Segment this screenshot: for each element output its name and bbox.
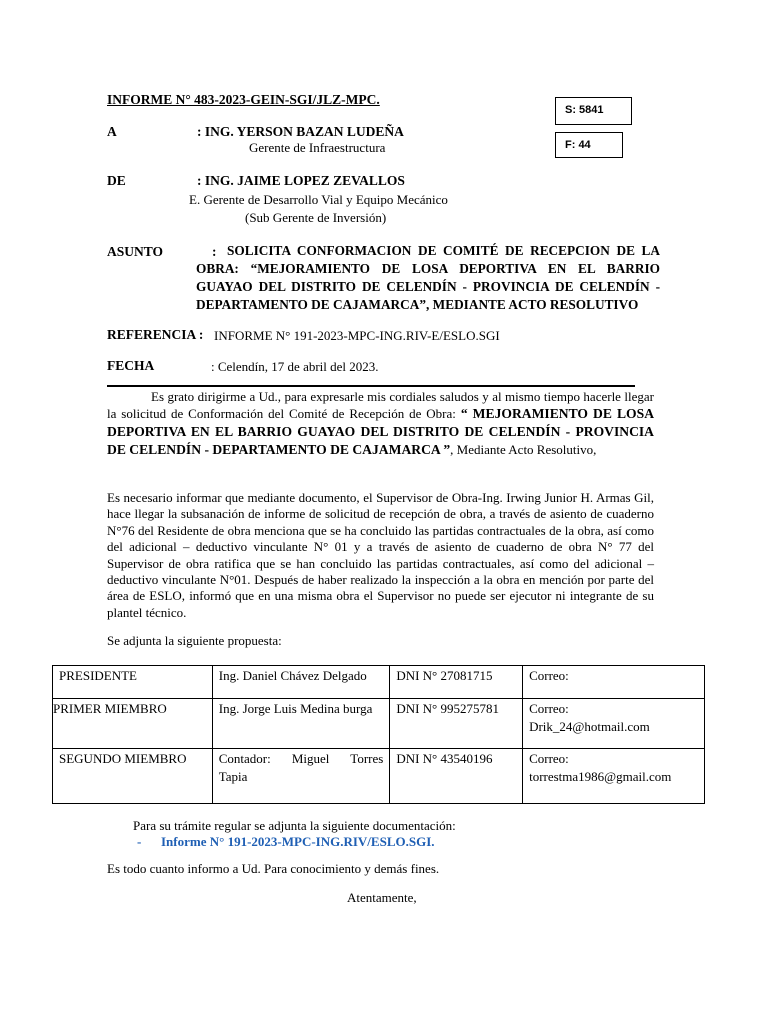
to-name: : ING. YERSON BAZAN LUDEÑA [197, 124, 404, 139]
email-label: Correo: [529, 751, 569, 766]
fecha-label: FECHA [107, 358, 155, 373]
paragraph-2: Es necesario informar que mediante documento, el Supervisor de Obra-Ing. Irwing Junior H. Armas Gil, hace llegar la subsanación de informe de solicitud de recepción de obra, a través de asiento de cuaderno N°76 del Residente de obra menciona que se ha concluido las partidas contractuales de la obra, así como del adicional – deductivo vinculante N° 01 y a través de asiento de cuaderno de obra N° 77 del Supervisor de obra ratifica que se han concluido las partidas contractuales, así como del adicional – deductivo vinculante N°01. Después de haber realizado la inspección a la obra en mención por parte del área de ESLO, informó que en una misma obra el Supervisor no puede ser ejecutor ni integrante de su plantel técnico. [107, 490, 654, 620]
asunto-colon: : [212, 244, 217, 259]
committee-email-cell [523, 699, 705, 749]
email-value: Drik_24@hotmail.com [529, 719, 650, 734]
table-row [53, 749, 705, 804]
committee-name: Ing. Jorge Luis Medina burga [212, 699, 390, 749]
email-label: Correo: [529, 701, 569, 716]
committee-email-cell [523, 749, 705, 804]
committee-dni: DNI N° 43540196 [390, 749, 523, 804]
table-row [53, 699, 705, 749]
to-label: A [107, 124, 117, 139]
committee-role: PRIMER MIEMBRO [53, 699, 213, 749]
s-number-box: S: 5841 [555, 97, 632, 125]
tramite-text: Para su trámite regular se adjunta la siguiente documentación: [133, 818, 456, 833]
referencia-value: INFORME N° 191-2023-MPC-ING.RIV-E/ESLO.SGI [214, 328, 500, 343]
bullet-dash: - [137, 834, 142, 849]
committee-name: Contador: Miguel Torres Tapia [212, 749, 390, 804]
to-title: Gerente de Infraestructura [249, 140, 386, 155]
email-value: torrestma1986@gmail.com [529, 769, 672, 784]
paragraph-1: Es grato dirigirme a Ud., para expresarle mis cordiales saludos y al mismo tiempo hacerle llegar la solicitud de Conformación del Comité de Recepción de Obra: “ MEJORAMIENTO DE LOSA DEPORTIVA EN EL BARRIO GUAYAO DEL DISTRITO DE CELENDÍN - PROVINCIA DE CELENDÍN - DEPARTAMENTO DE CAJAMARCA ”, Mediante Acto Resolutivo, [107, 389, 655, 458]
report-number: INFORME N° 483-2023-GEIN-SGI/JLZ-MPC. [107, 92, 380, 107]
separator-line [107, 385, 635, 387]
asunto-label: ASUNTO [107, 244, 164, 259]
from-label: DE [107, 173, 126, 188]
f-number-box: F: 44 [555, 132, 623, 158]
committee-table [52, 665, 705, 804]
committee-role: PRESIDENTE [53, 666, 213, 699]
signoff: Atentamente, [347, 890, 417, 905]
paragraph-3: Se adjunta la siguiente propuesta: [107, 633, 282, 648]
committee-role: SEGUNDO MIEMBRO [53, 749, 213, 804]
closing-text: Es todo cuanto informo a Ud. Para conocimiento y demás fines. [107, 861, 440, 876]
from-title-2: (Sub Gerente de Inversión) [245, 210, 387, 225]
committee-email-cell [523, 666, 705, 699]
email-label: Correo: [529, 668, 569, 683]
fecha-value: : Celendín, 17 de abril del 2023. [211, 359, 379, 374]
from-title-1: E. Gerente de Desarrollo Vial y Equipo Mecánico [189, 192, 448, 207]
referencia-label: REFERENCIA : [107, 327, 204, 342]
project-name: “ MEJORAMIENTO DE LOSA DEPORTIVA EN EL BARRIO GUAYAO DEL DISTRITO DE CELENDÍN - PROVINCIA DE CELENDÍN - DEPARTAMENTO DE CAJAMARCA ” [107, 406, 655, 458]
committee-name: Ing. Daniel Chávez Delgado [212, 666, 390, 699]
from-name: : ING. JAIME LOPEZ ZEVALLOS [197, 173, 405, 188]
asunto-text: SOLICITA CONFORMACION DE COMITÉ DE RECEPCION DE LA OBRA: “MEJORAMIENTO DE LOSA DEPORTIVA EN EL BARRIO GUAYAO DEL DISTRITO DE CELENDÍN - PROVINCIA DE CELENDÍN - DEPARTAMENTO DE CAJAMARCA”, MEDIANTE ACTO RESOLUTIVO [196, 243, 660, 312]
committee-dni: DNI N° 995275781 [390, 699, 523, 749]
attached-document-link[interactable]: Informe N° 191-2023-MPC-ING.RIV/ESLO.SGI. [161, 834, 435, 849]
committee-dni: DNI N° 27081715 [390, 666, 523, 699]
table-row [53, 666, 705, 699]
